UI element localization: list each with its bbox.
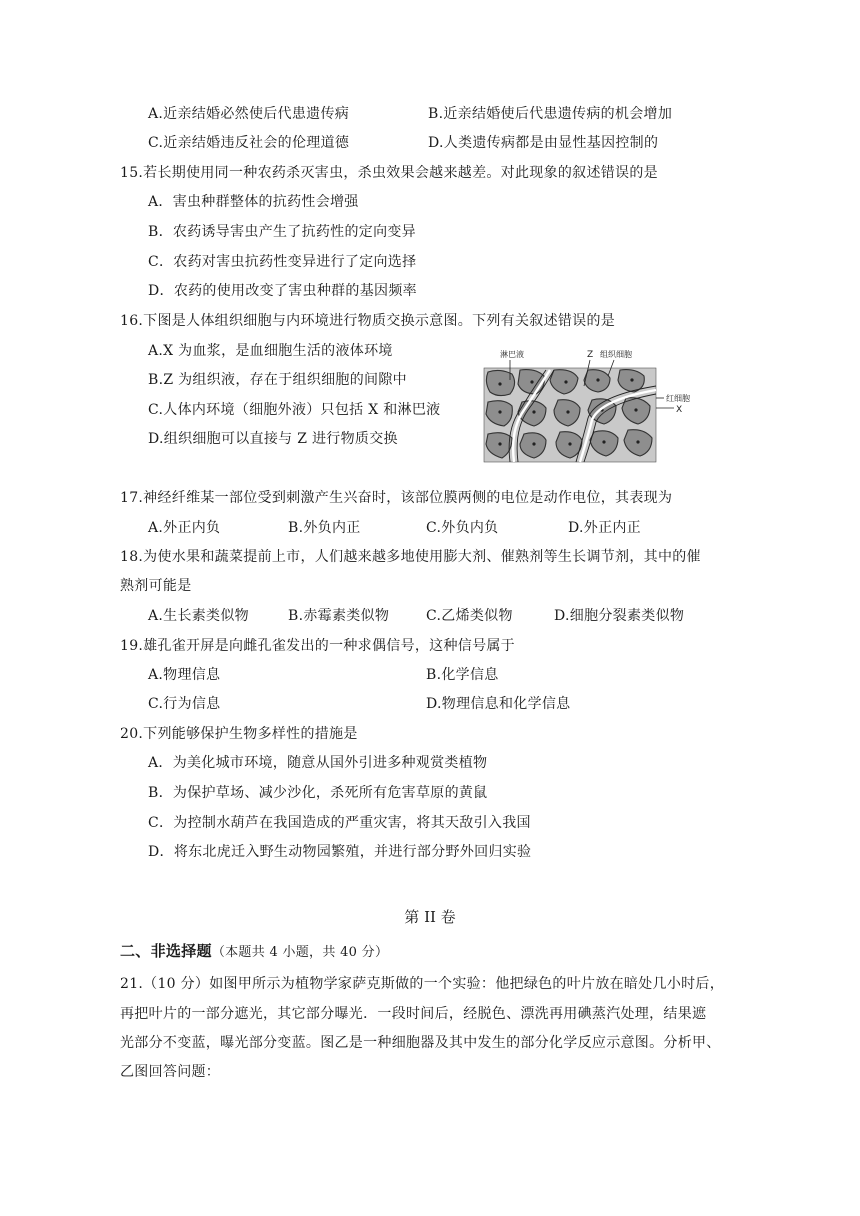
q18-stem-line1: 18.为使水果和蔬菜提前上市，人们越来越多地使用膨大剂、催熟剂等生长调节剂，其中的催: [120, 549, 701, 565]
q21-line4: 乙图回答问题：: [120, 1064, 221, 1080]
section-heading: [120, 941, 388, 963]
part-ii-title: 第 II 卷: [404, 908, 456, 926]
q14-option-a: A.近亲结婚必然使后代患遗传病: [148, 106, 350, 122]
q16-option-a: A.X 为血浆，是血细胞生活的液体环境: [148, 343, 393, 359]
label-tissue-cell: 组织细胞: [600, 350, 632, 359]
q20-stem: 20.下列能够保护生物多样性的措施是: [120, 726, 358, 742]
q16-option-b: B.Z 为组织液，存在于组织细胞的间隙中: [148, 372, 407, 388]
section-title: 二、非选择题: [120, 942, 212, 960]
q15-option-c: C．农药对害虫抗药性变异进行了定向选择: [148, 254, 417, 270]
q19-option-b: B.化学信息: [426, 667, 499, 683]
label-lymph: 淋巴液: [500, 350, 524, 359]
q16-stem: 16.下图是人体组织细胞与内环境进行物质交换示意图。下列有关叙述错误的是: [120, 313, 616, 329]
q18-option-d: D.细胞分裂素类似物: [554, 608, 685, 624]
q17-option-b: B.外负内正: [288, 520, 361, 536]
q14-option-b: B.近亲结婚使后代患遗传病的机会增加: [428, 106, 673, 122]
q17-option-d: D.外正内正: [568, 520, 641, 536]
q18-option-a: A.生长素类似物: [148, 608, 249, 624]
q16-option-c: C.人体内环境（细胞外液）只包括 X 和淋巴液: [148, 402, 441, 418]
q21-line3: 光部分不变蓝，曝光部分变蓝。图乙是一种细胞器及其中发生的部分化学反应示意图。分析甲、: [120, 1035, 721, 1051]
q15-stem: 15.若长期使用同一种农药杀灭害虫，杀虫效果会越来越差。对此现象的叙述错误的是: [120, 165, 658, 181]
section-note: （本题共 4 小题，共 40 分）: [211, 945, 389, 960]
q19-option-a: A.物理信息: [148, 667, 221, 683]
q18-option-c: C.乙烯类似物: [426, 608, 513, 624]
label-z: Z: [587, 350, 594, 360]
q15-option-d: D．农药的使用改变了害虫种群的基因频率: [148, 283, 417, 299]
label-x: X: [676, 405, 683, 415]
q16-option-d: D.组织细胞可以直接与 Z 进行物质交换: [148, 431, 398, 447]
q19-option-c: C.行为信息: [148, 696, 221, 712]
label-rbc: 红细胞: [666, 394, 690, 403]
q21-line1: 21.（10 分）如图甲所示为植物学家萨克斯做的一个实验：他把绿色的叶片放在暗处几小时后，: [120, 976, 725, 992]
q17-option-a: A.外正内负: [148, 520, 221, 536]
q21-line2: 再把叶片的一部分遮光，其它部分曝光．一段时间后，经脱色、漂洗再用碘蒸汽处理，结果遮: [120, 1006, 707, 1022]
q18-stem-line2: 熟剂可能是: [120, 578, 192, 594]
q20-option-c: C．为控制水葫芦在我国造成的严重灾害，将其天敌引入我国: [148, 815, 531, 831]
q19-stem: 19.雄孔雀开屏是向雌孔雀发出的一种求偶信号，这种信号属于: [120, 638, 515, 654]
q20-option-d: D．将东北虎迁入野生动物园繁殖，并进行部分野外回归实验: [148, 844, 532, 860]
q17-stem: 17.神经纤维某一部位受到刺激产生兴奋时，该部位膜两侧的电位是动作电位，其表现为: [120, 490, 673, 506]
q15-option-a: A．害虫种群整体的抗药性会增强: [148, 194, 359, 210]
q20-option-a: A．为美化城市环境，随意从国外引进多种观赏类植物: [148, 755, 488, 771]
q19-option-d: D.物理信息和化学信息: [426, 696, 571, 712]
q14-option-d: D.人类遗传病都是由显性基因控制的: [428, 135, 659, 151]
q14-option-c: C.近亲结婚违反社会的伦理道德: [148, 135, 350, 151]
q18-option-b: B.赤霉素类似物: [288, 608, 390, 624]
q15-option-b: B．农药诱导害虫产生了抗药性的定向变异: [148, 224, 416, 240]
q20-option-b: B．为保护草场、减少沙化，杀死所有危害草原的黄鼠: [148, 785, 488, 801]
q17-option-c: C.外负内负: [426, 520, 499, 536]
tissue-exchange-diagram: [480, 340, 720, 464]
